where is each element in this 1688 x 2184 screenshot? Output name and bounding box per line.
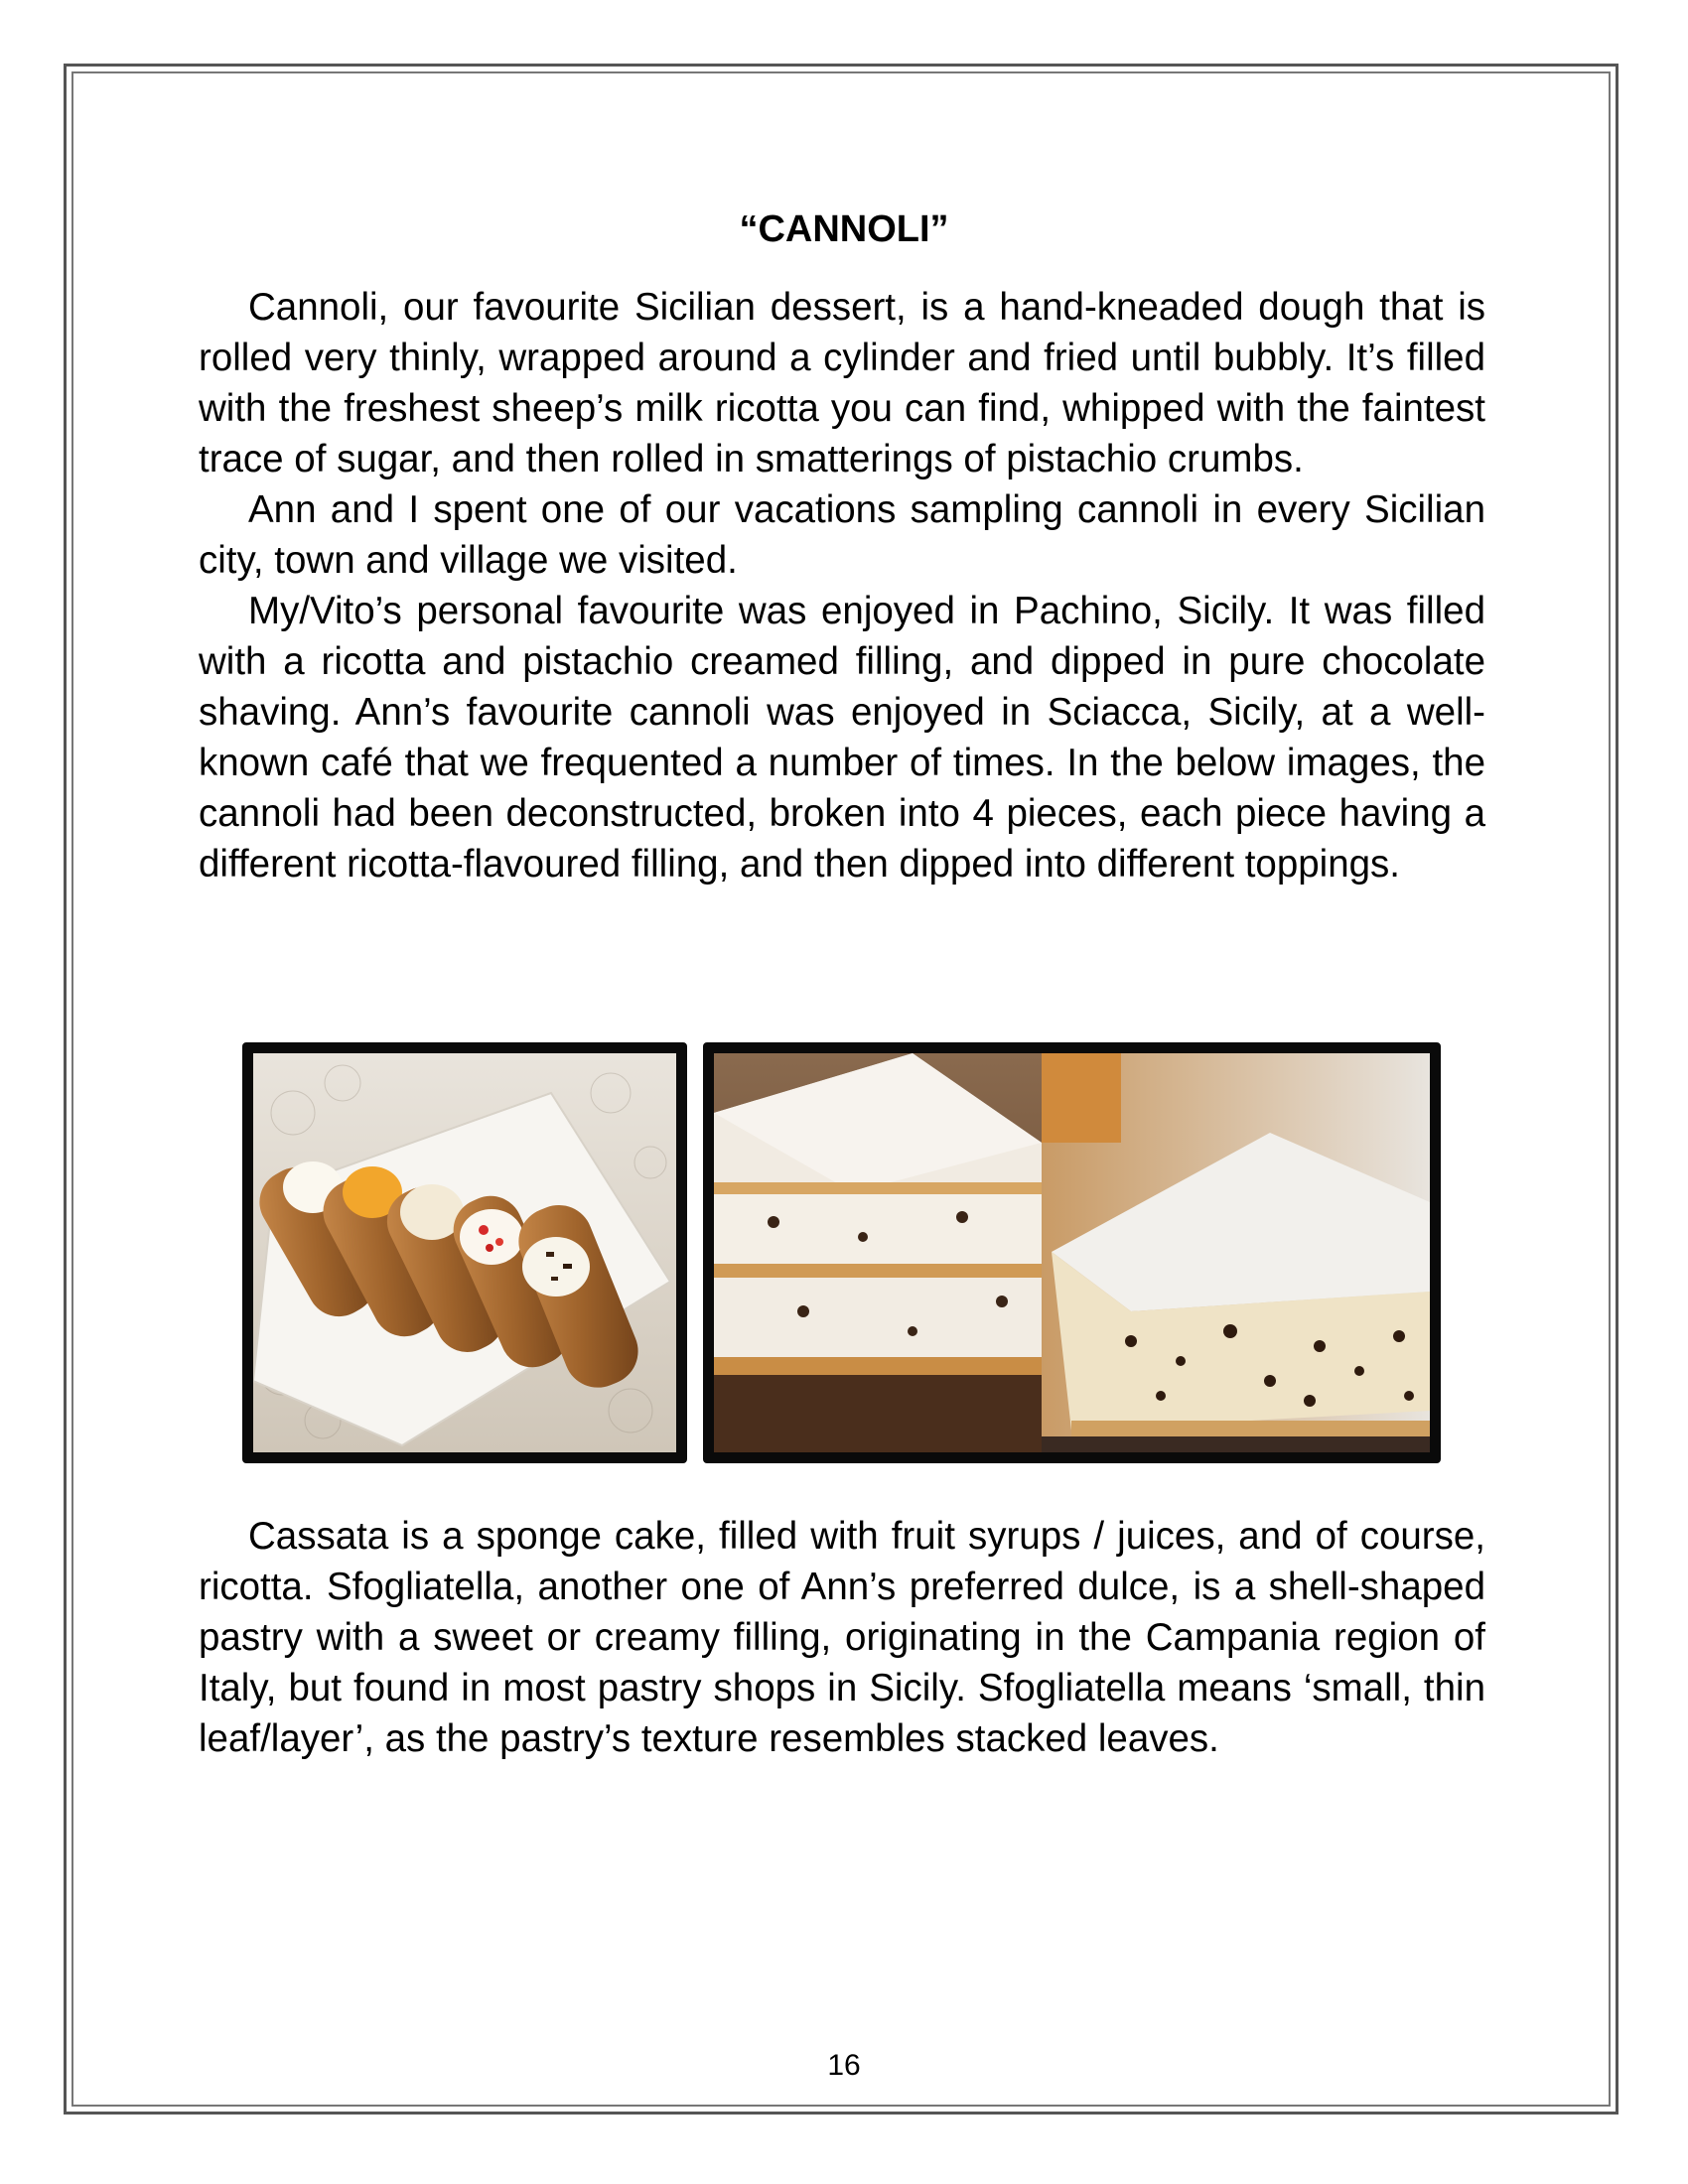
paragraph-vacation: Ann and I spent one of our vacations sampling cannoli in every Sicilian city, town and village we visited. [199,488,1485,582]
page-title: “CANNOLI” [739,208,949,250]
intro-text [199,282,1485,889]
cassata-illustration [714,1053,1430,1452]
cassata-text [199,1511,1485,1764]
paragraph-cassata-sfogliatella: Cassata is a sponge cake, filled with fruit syrups / juices, and of course, ricotta. Sfogliatella, another one of Ann’s preferred dulce, is a shell-shaped pastry with a sweet or creamy filling, originating in the Campania region of Italy, but found in most pastry shops in Sicily. Sfogliatella means ‘small, thin leaf/layer’, as the pastry’s texture resembles stacked leaves. [199,1515,1485,1760]
paragraph-cannoli-description: Cannoli, our favourite Sicilian dessert, is a hand-kneaded dough that is rolled very thinly, wrapped around a cylinder and fried until bubbly. It’s filled with the freshest sheep’s milk ricotta you can find, whipped with the faintest trace of sugar, and then rolled in smatterings of pistachio crumbs. [199,286,1485,480]
cannoli-illustration [253,1053,676,1452]
cassata-photo [703,1042,1441,1463]
cannoli-photo [242,1042,687,1463]
paragraph-favourites: My/Vito’s personal favourite was enjoyed in Pachino, Sicily. It was filled with a ricotta and pistachio creamed filling, and dipped in pure chocolate shaving. Ann’s favourite cannoli was enjoyed in Sciacca, Sicily, at a well-known café that we frequented a number of times. In the below images, the cannoli had been deconstructed, broken into 4 pieces, each piece having a different ricotta-flavoured filling, and then dipped into different toppings. [199,590,1485,886]
page-number: 16 [827,2049,861,2082]
